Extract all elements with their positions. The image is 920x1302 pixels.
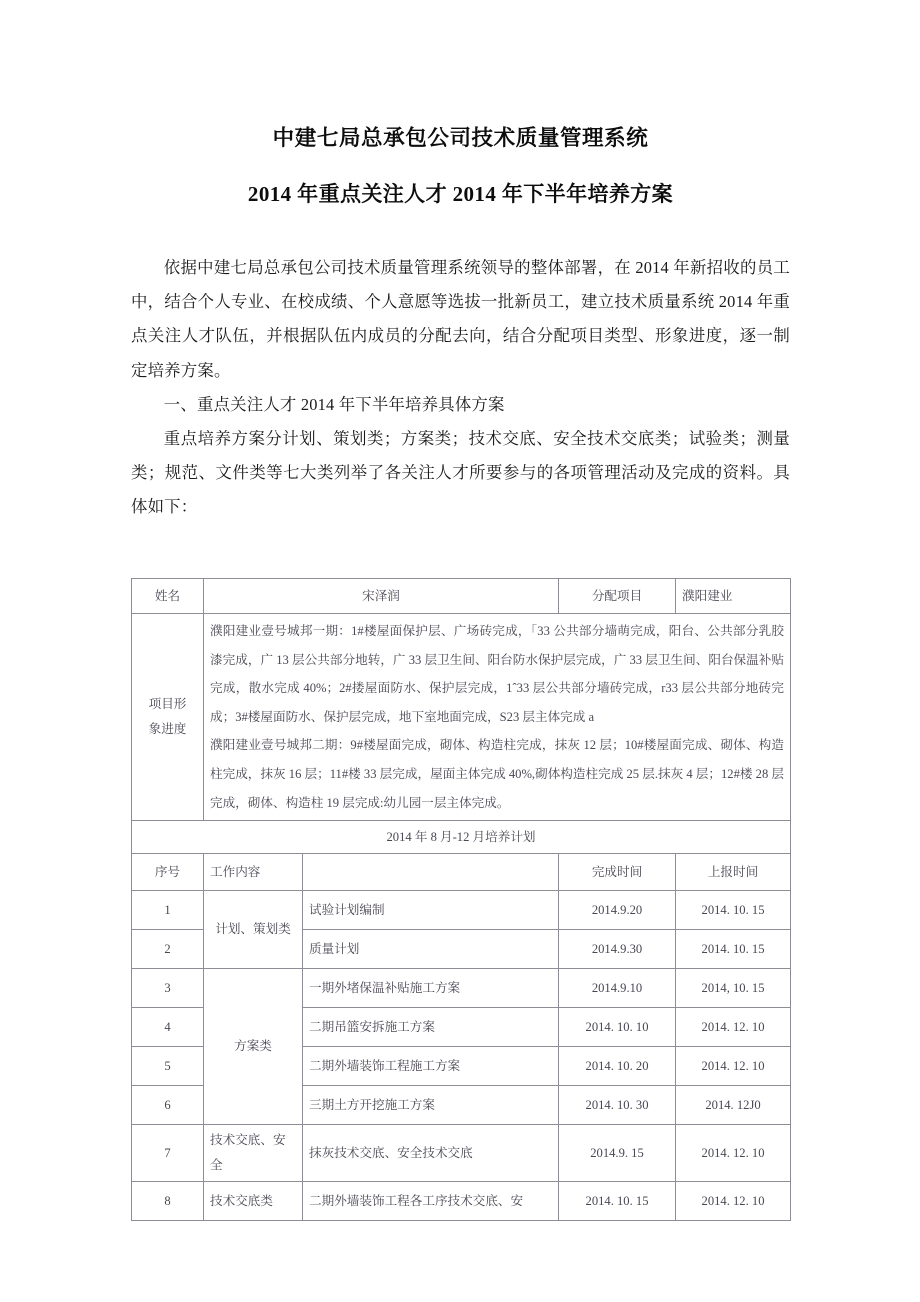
- column-header-detail: [303, 854, 559, 891]
- paragraph-intro: 依据中建七局总承包公司技术质量管理系统领导的整体部署，在 2014 年新招收的员工中，结合个人专业、在校成绩、个人意愿等选拔一批新员工，建立技术质量系统 2014 年重点关注人才队伍，并根据队伍内成员的分配去向，结合分配项目类型、形象进度，逐一制定培养方案。: [131, 257, 790, 380]
- row-detail: 二期外墙装饰工程施工方案: [303, 1047, 559, 1086]
- category-label: 技术交底、安全: [204, 1125, 303, 1182]
- row-finish-time: 2014. 10. 15: [559, 1182, 676, 1221]
- name-value: 宋泽润: [204, 579, 559, 614]
- row-detail: 抹灰技术交底、安全技术交底: [303, 1125, 559, 1182]
- progress-phase-2-text: 濮阳建业壹号城邦二期：9#楼屋面完成，砌体、构造柱完成，抹灰 12 层；10#楼屋面完成、砌体、构造柱完成，抹灰 16 层；11#楼 33 层完成，屋面主体完成 40%,砌体构造柱完成 25 层.抹灰 4 层；12#楼 28 层完成，砌体、构造柱 19 层完成:幼儿园一层主体完成。: [210, 738, 784, 810]
- column-header-report-time: 上报时间: [676, 854, 791, 891]
- row-finish-time: 2014.9. 15: [559, 1125, 676, 1182]
- table-row-progress: [132, 614, 791, 821]
- row-detail: 二期吊篮安拆施工方案: [303, 1008, 559, 1047]
- row-report-time: 2014. 12. 10: [676, 1125, 791, 1182]
- row-report-time: 2014. 12. 10: [676, 1182, 791, 1221]
- row-index: 7: [132, 1125, 204, 1182]
- row-index: 1: [132, 891, 204, 930]
- row-detail: 二期外墙装饰工程各工序技术交底、安: [303, 1182, 559, 1221]
- row-index: 2: [132, 930, 204, 969]
- row-report-time: 2014. 12. 10: [676, 1008, 791, 1047]
- progress-description: [204, 614, 791, 821]
- row-finish-time: 2014. 10. 20: [559, 1047, 676, 1086]
- table-row-plan-title: [132, 821, 791, 854]
- training-plan-table: [131, 578, 791, 1221]
- table-row: [132, 891, 791, 930]
- row-index: 5: [132, 1047, 204, 1086]
- table-row: [132, 969, 791, 1008]
- row-detail: 试验计划编制: [303, 891, 559, 930]
- row-index: 4: [132, 1008, 204, 1047]
- row-report-time: 2014. 10. 15: [676, 930, 791, 969]
- row-detail: 一期外堵保温补贴施工方案: [303, 969, 559, 1008]
- row-report-time: 2014, 10. 15: [676, 969, 791, 1008]
- intro-paragraphs: [131, 251, 790, 525]
- name-label: 姓名: [132, 579, 204, 614]
- table-row-column-headers: [132, 854, 791, 891]
- paragraph-section-heading: 一、重点关注人才 2014 年下半年培养具体方案: [163, 394, 505, 414]
- category-label: 计划、策划类: [204, 891, 303, 969]
- row-report-time: 2014. 12. 10: [676, 1047, 791, 1086]
- row-finish-time: 2014. 10. 30: [559, 1086, 676, 1125]
- row-report-time: 2014. 10. 15: [676, 891, 791, 930]
- progress-label: [132, 614, 204, 821]
- assigned-project-value: 濮阳建业: [676, 579, 791, 614]
- progress-label-line-1: 项目形: [148, 697, 187, 712]
- row-finish-time: 2014.9.20: [559, 891, 676, 930]
- row-index: 3: [132, 969, 204, 1008]
- document-body: [131, 0, 790, 525]
- category-label: 方案类: [204, 969, 303, 1125]
- table-row-person: [132, 579, 791, 614]
- plan-period-title: 2014 年 8 月-12 月培养计划: [132, 821, 791, 854]
- table-row: [132, 1182, 791, 1221]
- category-label: 技术交底类: [204, 1182, 303, 1221]
- row-finish-time: 2014.9.30: [559, 930, 676, 969]
- row-report-time: 2014. 12J0: [676, 1086, 791, 1125]
- table-row: [132, 1125, 791, 1182]
- paragraph-categories-overview: 重点培养方案分计划、策划类；方案类；技术交底、安全技术交底类；试验类；测量类；规范、文件类等七大类列举了各关注人才所要参与的各项管理活动及完成的资料。具体如下：: [131, 429, 790, 517]
- column-header-work-content: 工作内容: [204, 854, 303, 891]
- column-header-index: 序号: [132, 854, 204, 891]
- row-finish-time: 2014. 10. 10: [559, 1008, 676, 1047]
- row-index: 6: [132, 1086, 204, 1125]
- row-index: 8: [132, 1182, 204, 1221]
- row-finish-time: 2014.9.10: [559, 969, 676, 1008]
- document-title-primary: 中建七局总承包公司技术质量管理系统: [272, 126, 649, 150]
- assigned-project-label: 分配项目: [559, 579, 676, 614]
- document-title-secondary: 2014 年重点关注人才 2014 年下半年培养方案: [247, 181, 674, 206]
- row-detail: 三期土方开挖施工方案: [303, 1086, 559, 1125]
- row-detail: 质量计划: [303, 930, 559, 969]
- column-header-finish-time: 完成时间: [559, 854, 676, 891]
- progress-label-line-2: 象进度: [148, 722, 187, 737]
- progress-phase-1-text: 濮阳建业壹号城邦一期：1#楼屋面保护层、广场砖完成，「33 公共部分墙萌完成，阳台、公共部分乳胶漆完成，广 13 层公共部分地转，广 33 层卫生间、阳台防水保护层完成，广 33 层卫生间、阳台保温补贴完成，散水完成 40%；2#搂屋面防水、保护层完成，1ˆ33 层公共部分墙砖完成，r33 层公共部分地砖完成；3#楼屋面防水、保护层完成，地下室地面完成，S23 层主体完成 a: [210, 624, 784, 724]
